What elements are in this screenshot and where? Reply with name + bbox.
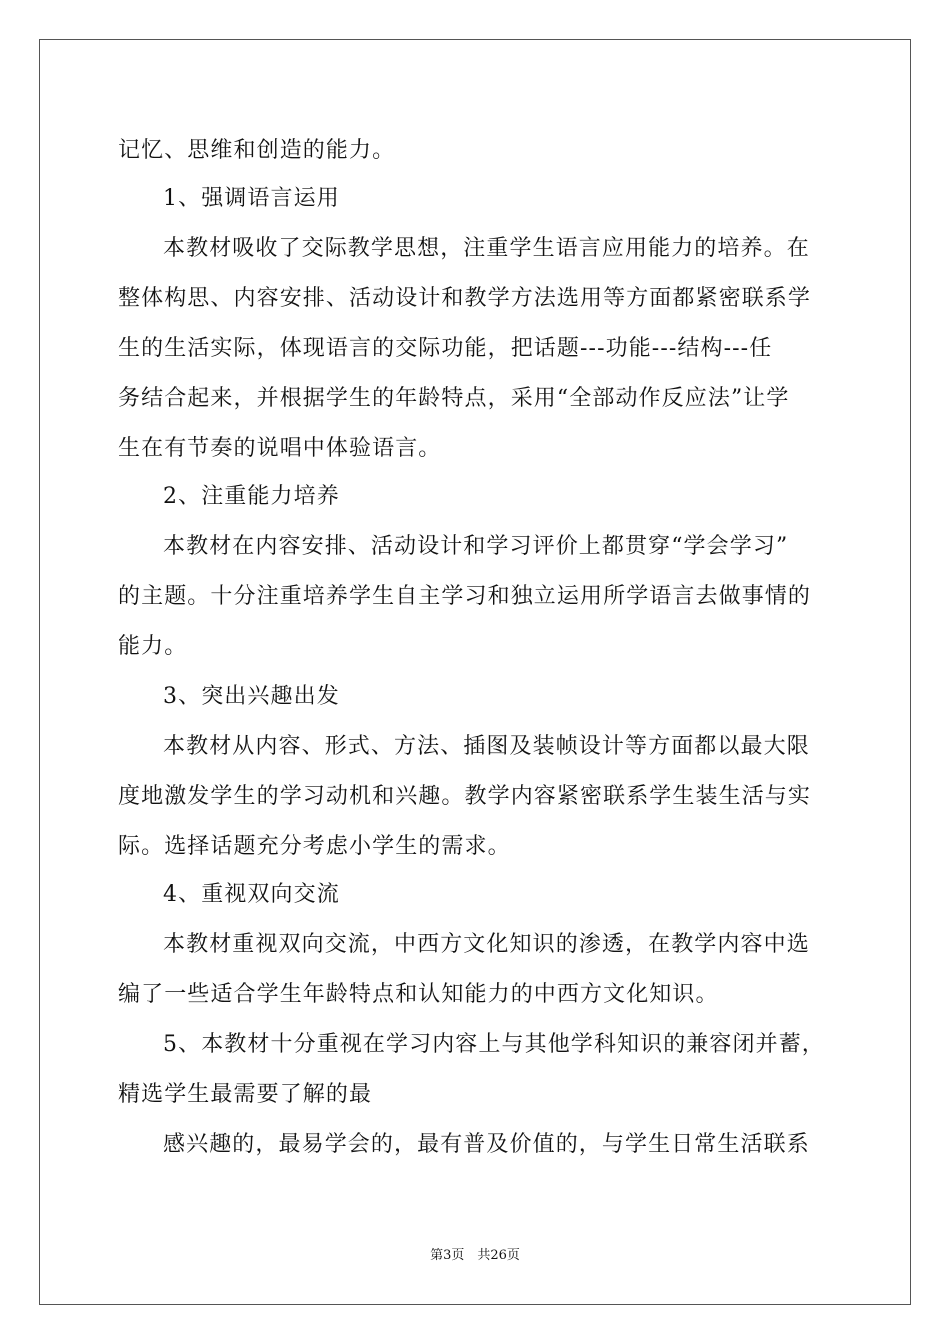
text-line: 能力。 <box>118 634 188 659</box>
text-line: 整体构思、内容安排、活动设计和教学方法选用等方面都紧密联系学 <box>118 286 812 311</box>
text-line: 记忆、思维和创造的能力。 <box>118 138 396 163</box>
section-heading: 2、注重能力培养 <box>163 484 340 509</box>
text-line: 度地激发学生的学习动机和兴趣。教学内容紧密联系学生装生活与实 <box>118 784 812 809</box>
text-line: 编了一些适合学生年龄特点和认知能力的中西方文化知识。 <box>118 982 719 1007</box>
text-line: 的主题。十分注重培养学生自主学习和独立运用所学语言去做事情的 <box>118 584 812 609</box>
text-line: 务结合起来，并根据学生的年龄特点，采用“全部动作反应法”让学 <box>118 386 790 411</box>
section-heading: 3、突出兴趣出发 <box>163 684 340 709</box>
page-number: 第3页 共26页 <box>430 1248 520 1263</box>
text-line: 本教材从内容、形式、方法、插图及装帧设计等方面都以最大限 <box>163 734 810 759</box>
page-border <box>39 39 911 1305</box>
section-heading: 1、强调语言运用 <box>163 186 340 211</box>
text-line: 生的生活实际，体现语言的交际功能，把话题---功能---结构---任 <box>118 336 773 361</box>
text-line: 际。选择话题充分考虑小学生的需求。 <box>118 834 511 859</box>
text-line: 本教材重视双向交流，中西方文化知识的渗透，在教学内容中选 <box>163 932 810 957</box>
text-line: 精选学生最需要了解的最 <box>118 1082 373 1107</box>
text-line: 感兴趣的，最易学会的，最有普及价值的，与学生日常生活联系 <box>163 1132 810 1157</box>
section-heading: 4、重视双向交流 <box>163 882 340 907</box>
text-line: 本教材在内容安排、活动设计和学习评价上都贯穿“学会学习” <box>163 534 789 559</box>
text-line: 5、本教材十分重视在学习内容上与其他学科知识的兼容闭并蓄， <box>163 1032 825 1057</box>
text-line: 生在有节奏的说唱中体验语言。 <box>118 436 442 461</box>
text-line: 本教材吸收了交际教学思想，注重学生语言应用能力的培养。在 <box>163 236 810 261</box>
